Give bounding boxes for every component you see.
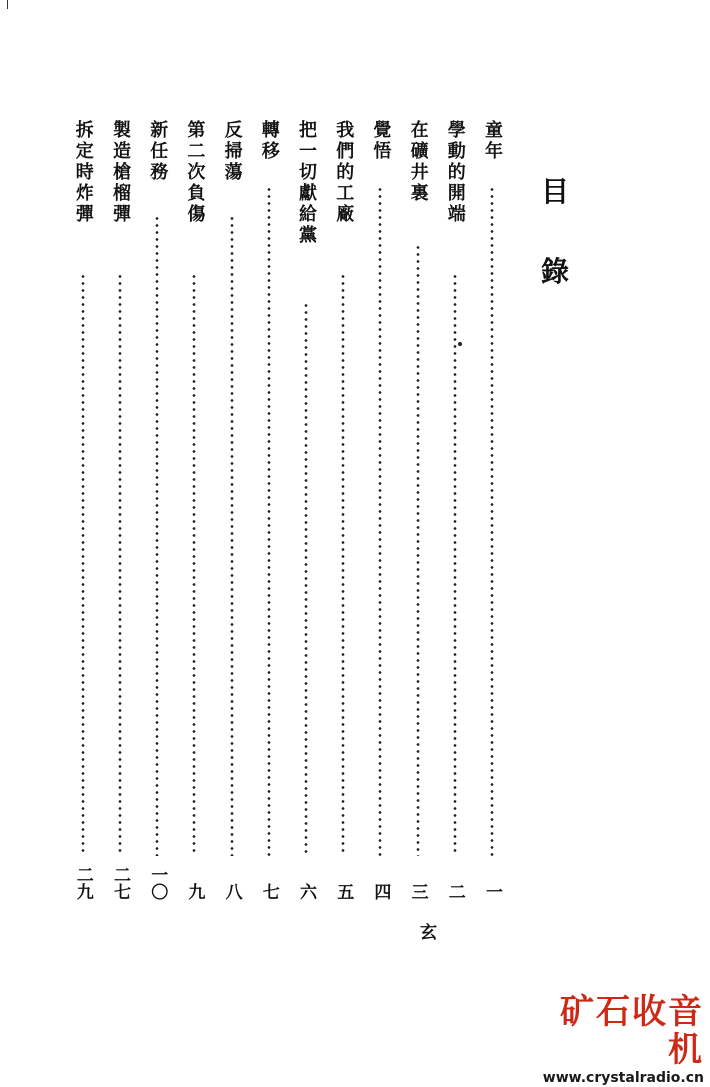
dot-leader <box>192 273 196 856</box>
toc-entry <box>144 120 170 900</box>
toc-entry-title: 反掃蕩 <box>221 120 243 183</box>
toc-entry <box>219 120 245 900</box>
toc-entry-title: 童年 <box>482 120 503 162</box>
toc-entry-title: 學動的開端 <box>444 120 466 225</box>
dot-leader <box>267 186 271 856</box>
toc-entry-title: 我們的工廠 <box>333 120 355 225</box>
toc-entry <box>70 120 96 900</box>
toc-page-number: 六 <box>296 883 316 900</box>
toc-entry-title: 把一切獻給黨 <box>296 120 317 246</box>
toc-entry <box>367 120 393 900</box>
dot-leader <box>490 186 494 856</box>
toc-page-number: 二 <box>444 883 465 900</box>
ink-speck <box>458 342 462 346</box>
dot-leader <box>81 273 85 856</box>
toc-entry-title: 第二次負傷 <box>184 120 206 225</box>
dot-leader <box>230 215 234 856</box>
toc-entry-title: 新任務 <box>147 120 169 183</box>
dot-leader <box>453 273 457 856</box>
dot-leader <box>155 215 159 856</box>
toc-page-number: 三 <box>407 883 428 900</box>
corner-mark <box>7 0 8 9</box>
dot-leader <box>118 273 122 856</box>
toc-page-number: 一〇 <box>147 866 168 900</box>
dot-leader <box>304 302 308 856</box>
toc-entry <box>293 120 319 900</box>
toc-page-number: 四 <box>370 883 391 900</box>
toc-entry-title: 在礦井裏 <box>407 120 429 204</box>
dot-leader <box>378 186 382 856</box>
toc-entry <box>479 120 505 900</box>
toc-page-number: 七 <box>258 883 279 900</box>
toc-entry-title: 轉移 <box>258 120 280 162</box>
heading-char-1: 目 <box>540 175 569 208</box>
toc-entry-title: 覺悟 <box>370 120 392 162</box>
toc-entry <box>442 120 468 900</box>
toc-entry <box>330 120 356 900</box>
toc-entry <box>256 120 282 900</box>
watermark-url: www.crystalradio.cn <box>542 1070 704 1086</box>
watermark-brand: 矿石收音机 <box>560 992 704 1070</box>
toc-entry <box>181 120 207 900</box>
toc-page-number: 二九 <box>72 866 93 900</box>
heading-char-2: 錄 <box>540 255 569 288</box>
dot-leader <box>341 273 345 856</box>
toc-entry-title: 拆定時炸彈 <box>72 120 94 225</box>
toc-entry-title: 製造槍榴彈 <box>110 120 131 225</box>
margin-mark: 玄 <box>420 923 437 943</box>
toc-entry <box>405 120 431 900</box>
toc-page-number: 八 <box>221 883 242 900</box>
toc-heading <box>533 175 577 288</box>
toc-page-number: 九 <box>184 883 205 900</box>
dot-leader <box>416 244 420 856</box>
toc-page-number: 二七 <box>110 866 130 900</box>
toc-page-number: 五 <box>333 883 354 900</box>
toc-page-number: 一 <box>482 883 502 900</box>
watermark <box>528 993 704 1087</box>
toc-entry <box>107 120 133 900</box>
